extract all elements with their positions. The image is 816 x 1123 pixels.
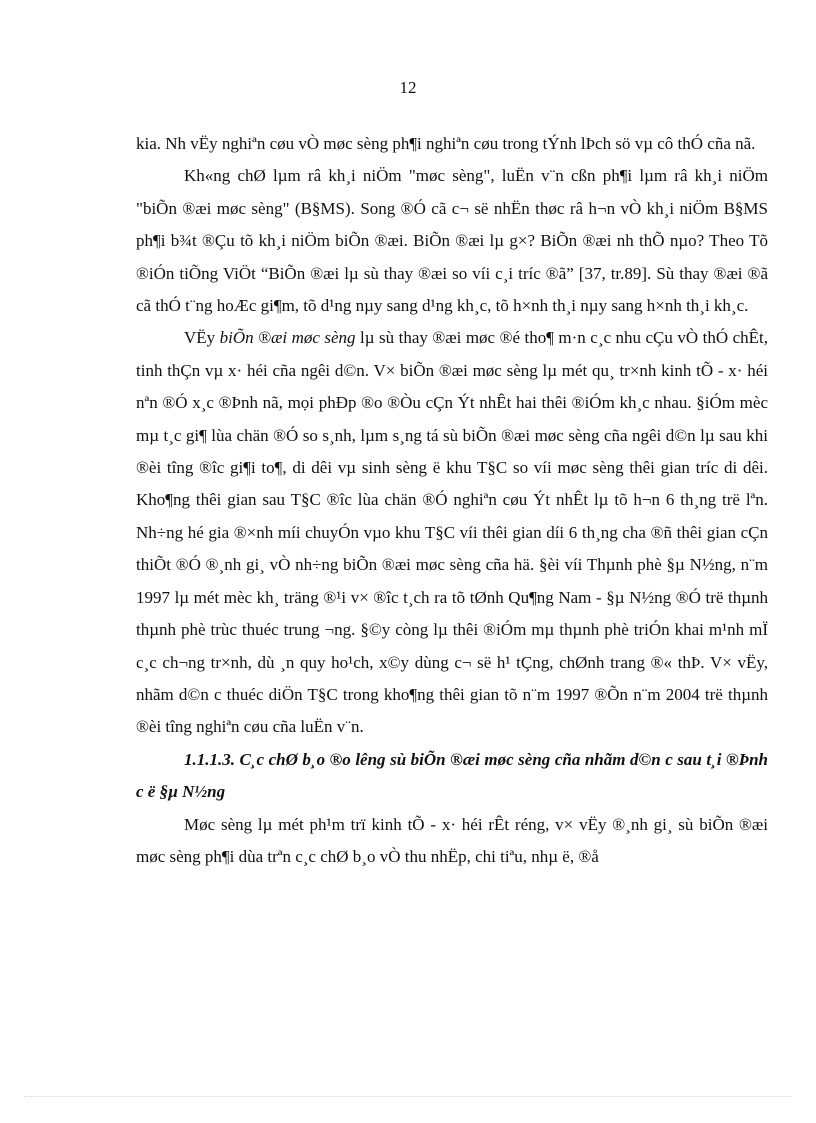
paragraph-definition: Kh«ng chØ lµm râ kh¸i niÖm "møc sèng", luËn v¨n cßn ph¶i lµm râ kh¸i niÖm "biÕn ®æi møc sèng" (B§MS). Song ®Ó cã c¬ së nhËn thøc râ h¬n vÒ kh¸i niÖm B§MS ph¶i b¾t ®Çu tõ kh¸i niÖm biÕn ®æi. BiÕn ®æi lµ g×? BiÕn ®æi nh thÕ nµo? Theo Tõ ®iÓn tiÕng ViÖt “BiÕn ®æi lµ sù thay ®æi so víi c¸i tríc ®ã” [37, tr.89]. Sù thay ®æi ®ã cã thÓ t¨ng hoÆc gi¶m, tõ d¹ng nµy sang d¹ng kh¸c, tõ h×nh th¸i nµy sang h×nh th¸i kh¸c.: [136, 166, 768, 316]
body-text: [136, 128, 768, 873]
page-number: 12: [399, 78, 417, 97]
emphasized-term: biÕn ®æi møc sèng: [219, 328, 356, 348]
paragraph-living-standard-change: [136, 322, 768, 743]
section-heading: 1.1.1.3. C¸c chØ b¸o ®o lêng sù biÕn ®æi møc sèng cña nhãm d©n c sau t¸i ®Þnh c ë §µ N½ng: [136, 749, 768, 802]
paragraph-body: lµ sù thay ®æi møc ®é tho¶ m·n c¸c nhu cÇu vÒ thÓ chÊt, tinh thÇn vµ x· héi cña ngêi d©n. V× biÕn ®æi møc sèng lµ mét qu¸ tr×nh kinh tÕ - x· héi nªn ®Ó x¸c ®Þnh nã, mọi phÐp ®o ®Òu cÇn Ýt nhÊt hai thêi ®iÓm kh¸c nhau. §iÓm mèc mµ t¸c gi¶ lùa chän ®Ó so s¸nh, lµm s¸ng tá sù biÕn ®æi møc sèng cña ngêi d©n lµ sau khi ®èi tîng ®îc gi¶i to¶, di dêi vµ sinh sèng ë khu T§C so víi møc sèng thêi gian tríc di dêi. Kho¶ng thêi gian sau T§C ®îc lùa chän ®Ó nghiªn cøu Ýt nhÊt lµ tõ h¬n 6 th¸ng trë lªn. Nh÷ng hé gia ®×nh míi chuyÓn vµo khu T§C víi thêi gian díi 6 th¸ng cha ®ñ thêi gian cÇn thiÕt ®Ó ®¸nh gi¸ vÒ nh÷ng biÕn ®æi møc sèng cña hä. §èi víi Thµnh phè §µ N½ng, n¨m 1997 lµ mét mèc kh¸ träng ®¹i v× ®îc t¸ch ra tõ tØnh Qu¶ng Nam - §µ N½ng ®Ó trë thµnh thµnh phè trùc thuéc trung ¬ng. §©y còng lµ thêi ®iÓm mµ thµnh phè triÓn khai m¹nh mÏ c¸c ch¬ng tr×nh, dù ¸n quy ho¹ch, x©y dùng c¬ së h¹ tÇng, chØnh trang ®« thÞ. V× vËy, nhãm d©n c thuéc diÖn T§C trong kho¶ng thêi gian tõ n¨m 1997 ®Õn n¨m 2004 trë thµnh ®èi tîng nghiªn cøu cña luËn v¨n.: [136, 328, 768, 737]
paragraph-continuation: kia. Nh vËy nghiªn cøu vÒ møc sèng ph¶i nghiªn cøu trong tÝnh lÞch sö vµ cô thÓ cña nã.: [136, 134, 756, 153]
footer-rule: [24, 1096, 792, 1097]
paragraph-indicators: Møc sèng lµ mét ph¹m trï kinh tÕ - x· héi rÊt réng, v× vËy ®¸nh gi¸ sù biÕn ®æi møc sèng ph¶i dùa trªn c¸c chØ b¸o vÒ thu nhËp, chi tiªu, nhµ ë, ®å: [136, 814, 768, 866]
paragraph-lead: VËy: [184, 328, 220, 348]
